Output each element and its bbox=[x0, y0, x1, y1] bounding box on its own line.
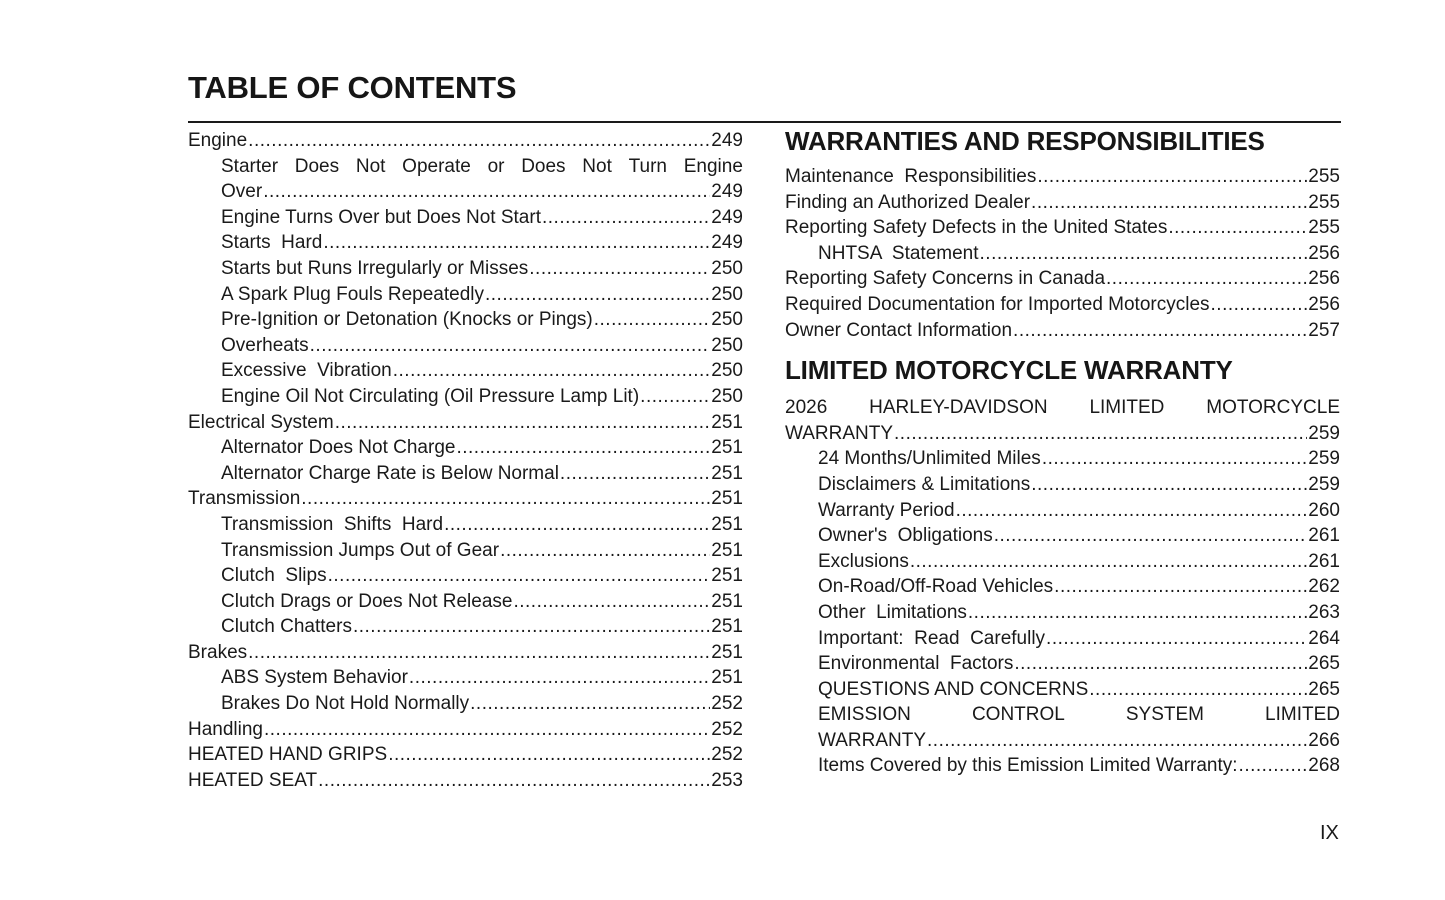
toc-subentry[interactable] bbox=[188, 614, 743, 640]
toc-entry-label: Engine Turns Over but Does Not Start bbox=[221, 206, 541, 228]
page-number: IX bbox=[1320, 822, 1339, 844]
toc-page-number: 250 bbox=[711, 385, 743, 407]
dot-leader bbox=[500, 538, 710, 564]
toc-entry-wrapped-line[interactable] bbox=[785, 702, 1340, 728]
toc-entry[interactable] bbox=[785, 266, 1340, 292]
toc-entry-label: WARRANTY bbox=[785, 422, 894, 444]
toc-subentry[interactable] bbox=[188, 282, 743, 308]
toc-page-number: 251 bbox=[711, 513, 743, 535]
toc-entry-label: Disclaimers & Limitations bbox=[818, 473, 1031, 495]
dot-leader bbox=[1014, 651, 1307, 677]
toc-entry-label: Alternator Does Not Charge bbox=[221, 437, 456, 459]
toc-page-number: 249 bbox=[711, 206, 743, 228]
toc-entry-label: Exclusions bbox=[818, 550, 909, 572]
dot-leader bbox=[927, 728, 1307, 754]
toc-entry[interactable] bbox=[188, 486, 743, 512]
toc-page-number: 251 bbox=[711, 641, 743, 663]
toc-subentry[interactable] bbox=[785, 446, 1340, 472]
dot-leader bbox=[409, 665, 710, 691]
toc-subentry[interactable] bbox=[785, 753, 1340, 779]
toc-entry-label: A Spark Plug Fouls Repeatedly bbox=[221, 283, 484, 305]
toc-subentry[interactable] bbox=[188, 333, 743, 359]
toc-entry-label: Over bbox=[221, 181, 263, 203]
toc-entry-word: 2026 bbox=[785, 397, 828, 419]
toc-entry[interactable] bbox=[785, 215, 1340, 241]
toc-entry-word: Operate bbox=[402, 155, 471, 177]
toc-subentry[interactable] bbox=[188, 256, 743, 282]
toc-entry-label: Pre-Ignition or Detonation (Knocks or Pings) bbox=[221, 309, 593, 331]
toc-page-number: 266 bbox=[1308, 729, 1340, 751]
dot-leader bbox=[1168, 215, 1307, 241]
toc-subentry[interactable] bbox=[785, 600, 1340, 626]
toc-entry-word: Engine bbox=[683, 155, 743, 177]
dot-leader bbox=[335, 410, 711, 436]
toc-entry-label: Reporting Safety Defects in the United States bbox=[785, 217, 1168, 239]
toc-entry-label: Excessive Vibration bbox=[221, 360, 392, 382]
dot-leader bbox=[1054, 574, 1307, 600]
toc-subentry[interactable] bbox=[188, 538, 743, 564]
dot-leader bbox=[470, 691, 710, 717]
toc-page-number: 260 bbox=[1308, 499, 1340, 521]
toc-entry-word: LIMITED bbox=[1265, 704, 1340, 726]
toc-entry-label: ABS System Behavior bbox=[221, 667, 408, 689]
dot-leader bbox=[248, 128, 710, 154]
dot-leader bbox=[310, 333, 711, 359]
dot-leader bbox=[353, 614, 710, 640]
toc-subentry[interactable] bbox=[188, 691, 743, 717]
toc-page-number: 256 bbox=[1308, 293, 1340, 315]
toc-entry-word: LIMITED bbox=[1089, 397, 1165, 419]
toc-subentry[interactable] bbox=[785, 549, 1340, 575]
toc-subentry[interactable] bbox=[785, 677, 1340, 703]
toc-entry-word: Not bbox=[355, 155, 386, 177]
toc-page-number: 251 bbox=[711, 616, 743, 638]
toc-page-number: 251 bbox=[711, 411, 743, 433]
toc-entry-label: 24 Months/Unlimited Miles bbox=[818, 448, 1041, 470]
toc-entry-label: Owner's Obligations bbox=[818, 525, 993, 547]
toc-entry-word: Does bbox=[521, 155, 566, 177]
toc-entry-word: or bbox=[487, 155, 505, 177]
toc-page-number: 263 bbox=[1308, 601, 1340, 623]
toc-subentry[interactable] bbox=[188, 435, 743, 461]
toc-subentry[interactable] bbox=[188, 384, 743, 410]
toc-entry-label: Clutch Drags or Does Not Release bbox=[221, 590, 513, 612]
toc-entry-label: Handling bbox=[188, 718, 263, 740]
toc-subentry[interactable] bbox=[785, 651, 1340, 677]
toc-entry-label: Clutch Slips bbox=[221, 565, 327, 587]
toc-entry-word: Turn bbox=[628, 155, 667, 177]
dot-leader bbox=[542, 205, 710, 231]
dot-leader bbox=[444, 512, 710, 538]
toc-entry-label: Maintenance Responsibilities bbox=[785, 166, 1037, 187]
toc-page-number: 250 bbox=[711, 360, 743, 382]
toc-entry-label: Other Limitations bbox=[818, 601, 967, 623]
toc-entry-label: Transmission Shifts Hard bbox=[221, 513, 444, 535]
dot-leader bbox=[1031, 472, 1307, 498]
dot-leader bbox=[980, 241, 1308, 267]
dot-leader bbox=[318, 768, 710, 794]
dot-leader bbox=[248, 640, 710, 666]
toc-page-number: 255 bbox=[1308, 166, 1340, 187]
toc-subentry[interactable] bbox=[188, 461, 743, 487]
dot-leader bbox=[1037, 164, 1307, 190]
dot-leader bbox=[328, 563, 711, 589]
toc-entry-word: Does bbox=[294, 155, 340, 177]
toc-page-number: 251 bbox=[711, 590, 743, 612]
toc-subentry[interactable] bbox=[188, 665, 743, 691]
dot-leader bbox=[894, 421, 1307, 447]
toc-entry-wrapped-line[interactable] bbox=[188, 154, 743, 180]
toc-page-number: 249 bbox=[711, 130, 743, 151]
toc-page-number: 250 bbox=[711, 334, 743, 356]
dot-leader bbox=[1106, 266, 1307, 292]
toc-entry-label: Warranty Period bbox=[818, 499, 955, 521]
dot-leader bbox=[393, 358, 711, 384]
toc-subentry[interactable] bbox=[785, 523, 1340, 549]
toc-page-number: 249 bbox=[711, 181, 743, 203]
toc-entry-label: NHTSA Statement bbox=[818, 242, 979, 264]
toc-entry[interactable] bbox=[188, 768, 743, 794]
toc-subentry[interactable] bbox=[188, 512, 743, 538]
toc-page-number: 259 bbox=[1308, 448, 1340, 470]
toc-entry-label: Brakes bbox=[188, 641, 248, 663]
toc-page-number: 249 bbox=[711, 232, 743, 254]
toc-subentry[interactable] bbox=[785, 472, 1340, 498]
toc-subentry[interactable] bbox=[188, 205, 743, 231]
toc-page-number: 262 bbox=[1308, 576, 1340, 598]
dot-leader bbox=[456, 435, 710, 461]
dot-leader bbox=[560, 461, 710, 487]
title-divider bbox=[188, 121, 1341, 123]
toc-entry-label: Required Documentation for Imported Motorcycles bbox=[785, 293, 1210, 315]
toc-entry[interactable] bbox=[785, 318, 1340, 344]
toc-page-number: 265 bbox=[1308, 653, 1340, 675]
toc-entry-word: EMISSION bbox=[818, 704, 911, 726]
toc-subentry[interactable] bbox=[188, 230, 743, 256]
toc-page-number: 253 bbox=[711, 769, 743, 791]
toc-entry[interactable] bbox=[188, 128, 743, 154]
toc-page-number: 255 bbox=[1308, 191, 1340, 213]
toc-subentry[interactable] bbox=[188, 307, 743, 333]
toc-page-number: 251 bbox=[711, 437, 743, 459]
dot-leader bbox=[594, 307, 711, 333]
toc-entry-label: Overheats bbox=[221, 334, 309, 356]
toc-entry-label: Owner Contact Information bbox=[785, 319, 1013, 341]
toc-page-number: 251 bbox=[711, 667, 743, 689]
toc-page-number: 265 bbox=[1308, 678, 1340, 700]
toc-entry-label: Reporting Safety Concerns in Canada bbox=[785, 268, 1106, 290]
toc-page-number: 264 bbox=[1308, 627, 1340, 649]
toc-entry-label: Items Covered by this Emission Limited Warranty: bbox=[818, 755, 1238, 777]
toc-entry-word: MOTORCYCLE bbox=[1206, 397, 1340, 419]
dot-leader bbox=[640, 384, 710, 410]
toc-entry-label: Alternator Charge Rate is Below Normal bbox=[221, 462, 559, 484]
toc-page-number: 257 bbox=[1308, 319, 1340, 341]
toc-entry-word: HARLEY-DAVIDSON bbox=[869, 397, 1048, 419]
toc-entry-label: Starts but Runs Irregularly or Misses bbox=[221, 257, 529, 279]
toc-page-number: 255 bbox=[1308, 217, 1340, 239]
toc-entry-label: Electrical System bbox=[188, 411, 334, 433]
dot-leader bbox=[513, 589, 710, 615]
toc-page-number: 261 bbox=[1308, 525, 1340, 547]
toc-entry-label: Important: Read Carefully bbox=[818, 627, 1046, 649]
dot-leader bbox=[323, 230, 710, 256]
toc-page-number: 252 bbox=[711, 744, 743, 766]
toc-left-column bbox=[188, 128, 743, 793]
toc-entry-word: Not bbox=[582, 155, 612, 177]
dot-leader bbox=[1042, 446, 1307, 472]
toc-page-number: 268 bbox=[1308, 755, 1340, 777]
toc-entry-label: Starts Hard bbox=[221, 232, 323, 254]
dot-leader bbox=[529, 256, 710, 282]
toc-subentry[interactable] bbox=[785, 498, 1340, 524]
page-title: TABLE OF CONTENTS bbox=[188, 70, 517, 105]
toc-entry[interactable] bbox=[188, 717, 743, 743]
toc-page-number: 251 bbox=[711, 565, 743, 587]
toc-entry[interactable] bbox=[188, 410, 743, 436]
toc-subentry[interactable] bbox=[188, 358, 743, 384]
toc-page-number: 252 bbox=[711, 693, 743, 715]
toc-page-number: 250 bbox=[711, 309, 743, 331]
toc-entry-label: Finding an Authorized Dealer bbox=[785, 191, 1031, 213]
toc-page-number: 259 bbox=[1308, 422, 1340, 444]
toc-page-number: 252 bbox=[711, 718, 743, 740]
dot-leader bbox=[1031, 190, 1307, 216]
toc-entry-word: CONTROL bbox=[971, 704, 1065, 726]
toc-entry[interactable] bbox=[785, 190, 1340, 216]
toc-entry-wrapped-line[interactable] bbox=[785, 395, 1340, 421]
dot-leader bbox=[1239, 753, 1308, 779]
section-heading: LIMITED MOTORCYCLE WARRANTY bbox=[785, 355, 1233, 386]
toc-entry-label: HEATED SEAT bbox=[188, 769, 318, 791]
toc-page-number: 251 bbox=[711, 488, 743, 510]
toc-entry-label: Engine bbox=[188, 130, 248, 151]
toc-entry-label: Transmission bbox=[188, 488, 301, 510]
toc-subentry[interactable] bbox=[188, 589, 743, 615]
toc-page-number: 250 bbox=[711, 283, 743, 305]
toc-page-number: 259 bbox=[1308, 473, 1340, 495]
toc-entry-label: Environmental Factors bbox=[818, 653, 1014, 675]
dot-leader bbox=[1089, 677, 1307, 703]
toc-entry-word: Starter bbox=[221, 155, 279, 177]
dot-leader bbox=[485, 282, 710, 308]
toc-subentry[interactable] bbox=[785, 626, 1340, 652]
dot-leader bbox=[301, 486, 710, 512]
dot-leader bbox=[263, 179, 710, 205]
dot-leader bbox=[910, 549, 1307, 575]
toc-entry-label: QUESTIONS AND CONCERNS bbox=[818, 678, 1089, 700]
toc-entry-label: Engine Oil Not Circulating (Oil Pressure Lamp Lit) bbox=[221, 385, 640, 407]
toc-subentry[interactable] bbox=[785, 728, 1340, 754]
dot-leader bbox=[994, 523, 1308, 549]
toc-page-number: 261 bbox=[1308, 550, 1340, 572]
toc-subentry[interactable] bbox=[188, 563, 743, 589]
dot-leader bbox=[264, 717, 710, 743]
toc-page-number: 256 bbox=[1308, 242, 1340, 264]
toc-entry-label: Clutch Chatters bbox=[221, 616, 352, 638]
dot-leader bbox=[1211, 292, 1308, 318]
toc-page-number: 250 bbox=[711, 257, 743, 279]
toc-entry[interactable] bbox=[188, 742, 743, 768]
dot-leader bbox=[956, 498, 1308, 524]
dot-leader bbox=[1046, 626, 1307, 652]
toc-entry-label: HEATED HAND GRIPS bbox=[188, 744, 388, 766]
toc-subentry[interactable] bbox=[188, 179, 743, 205]
toc-entry-label: On-Road/Off-Road Vehicles bbox=[818, 576, 1054, 598]
dot-leader bbox=[388, 742, 710, 768]
toc-entry-word: SYSTEM bbox=[1125, 704, 1204, 726]
toc-entry[interactable] bbox=[785, 164, 1340, 190]
toc-right-column bbox=[785, 124, 1340, 779]
toc-page-number: 251 bbox=[711, 539, 743, 561]
toc-entry-label: Transmission Jumps Out of Gear bbox=[221, 539, 500, 561]
section-heading: WARRANTIES AND RESPONSIBILITIES bbox=[785, 126, 1265, 156]
dot-leader bbox=[1013, 318, 1307, 344]
toc-subentry[interactable] bbox=[785, 241, 1340, 267]
toc-entry[interactable] bbox=[785, 421, 1340, 447]
toc-entry[interactable] bbox=[188, 640, 743, 666]
toc-entry-label: Brakes Do Not Hold Normally bbox=[221, 693, 470, 715]
toc-page-number: 256 bbox=[1308, 268, 1340, 290]
toc-subentry[interactable] bbox=[785, 574, 1340, 600]
toc-entry-label: WARRANTY bbox=[818, 729, 927, 751]
toc-page-number: 251 bbox=[711, 462, 743, 484]
toc-entry[interactable] bbox=[785, 292, 1340, 318]
dot-leader bbox=[968, 600, 1307, 626]
